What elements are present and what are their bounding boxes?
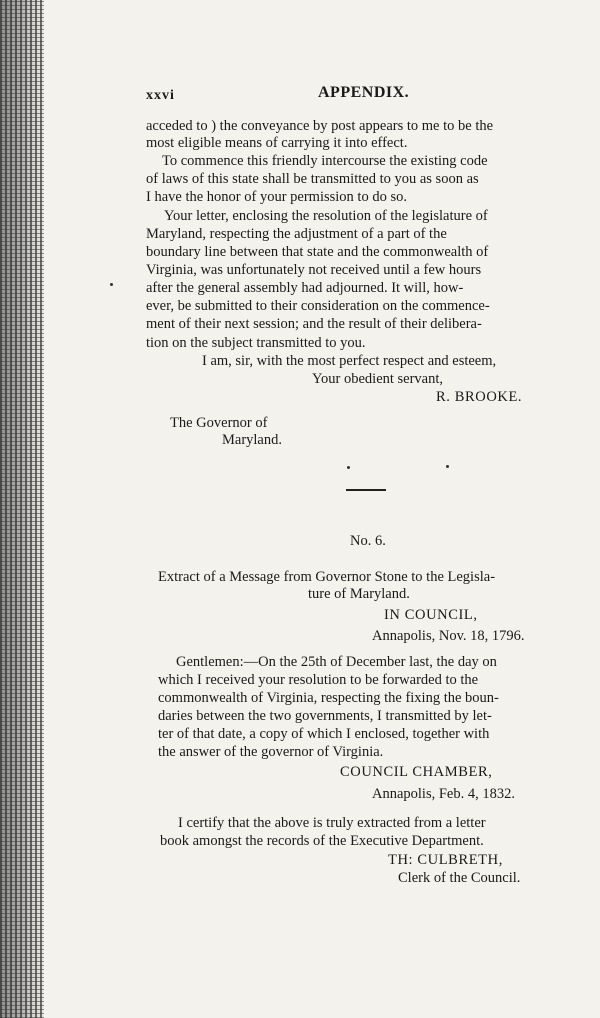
letter-closing: I am, sir, with the most perfect respect and esteem, <box>202 353 497 369</box>
chamber-date: Annapolis, Feb. 4, 1832. <box>372 786 515 802</box>
message-line: the answer of the governor of Virginia. <box>158 744 384 760</box>
message-line: ter of that date, a copy of which I enclosed, together with <box>158 726 490 742</box>
letter-valediction: Your obedient servant, <box>312 371 444 387</box>
signer-title: Clerk of the Council. <box>398 870 521 886</box>
letter-line: of laws of this state shall be transmitted to you as soon as <box>146 171 479 187</box>
section-title: ture of Maryland. <box>308 586 410 602</box>
council-heading: IN COUNCIL, <box>384 607 478 623</box>
place-date: Annapolis, Nov. 18, 1796. <box>372 628 525 644</box>
running-header <box>146 84 586 106</box>
print-speck <box>347 466 350 469</box>
addressee-line: Maryland. <box>222 432 282 448</box>
letter-line: Maryland, respecting the adjustment of a part of the <box>146 226 447 242</box>
message-line: Gentlemen:—On the 25th of December last, the day on <box>176 654 497 670</box>
letter-line: Your letter, enclosing the resolution of the legislature of <box>164 208 488 224</box>
certify-line: I certify that the above is truly extracted from a letter <box>178 815 486 831</box>
message-line: commonwealth of Virginia, respecting the fixing the boun- <box>158 690 499 706</box>
book-binding-edge <box>0 0 44 1018</box>
letter-line: ever, be submitted to their consideration on the commence- <box>146 298 490 314</box>
message-line: daries between the two governments, I transmitted by let- <box>158 708 492 724</box>
running-title: APPENDIX. <box>318 84 410 101</box>
section-divider <box>346 489 386 491</box>
letter-line: Virginia, was unfortunately not received until a few hours <box>146 262 482 278</box>
print-speck <box>446 465 449 468</box>
letter-line: I have the honor of your permission to do so. <box>146 189 407 205</box>
section-title: Extract of a Message from Governor Stone to the Legisla- <box>158 569 496 585</box>
letter-line: after the general assembly had adjourned. It will, how- <box>146 280 464 296</box>
letter-line: acceded to ) the conveyance by post appears to me to be the <box>146 118 494 134</box>
certify-line: book amongst the records of the Executive Department. <box>160 833 484 849</box>
letter-line: ment of their next session; and the result of their delibera- <box>146 316 482 332</box>
section-number: No. 6. <box>350 533 386 549</box>
print-speck <box>110 283 113 286</box>
page-number: xxvi <box>146 88 175 103</box>
letter-line: boundary line between that state and the commonwealth of <box>146 244 489 260</box>
message-line: which I received your resolution to be forwarded to the <box>158 672 479 688</box>
signer-name: TH: CULBRETH, <box>388 852 503 868</box>
letter-line: To commence this friendly intercourse the existing code <box>162 153 488 169</box>
chamber-heading: COUNCIL CHAMBER, <box>340 764 493 780</box>
addressee-line: The Governor of <box>170 415 268 431</box>
letter-line: tion on the subject transmitted to you. <box>146 335 366 351</box>
letter-signature: R. BROOKE. <box>436 389 523 405</box>
letter-line: most eligible means of carrying it into effect. <box>146 135 408 151</box>
